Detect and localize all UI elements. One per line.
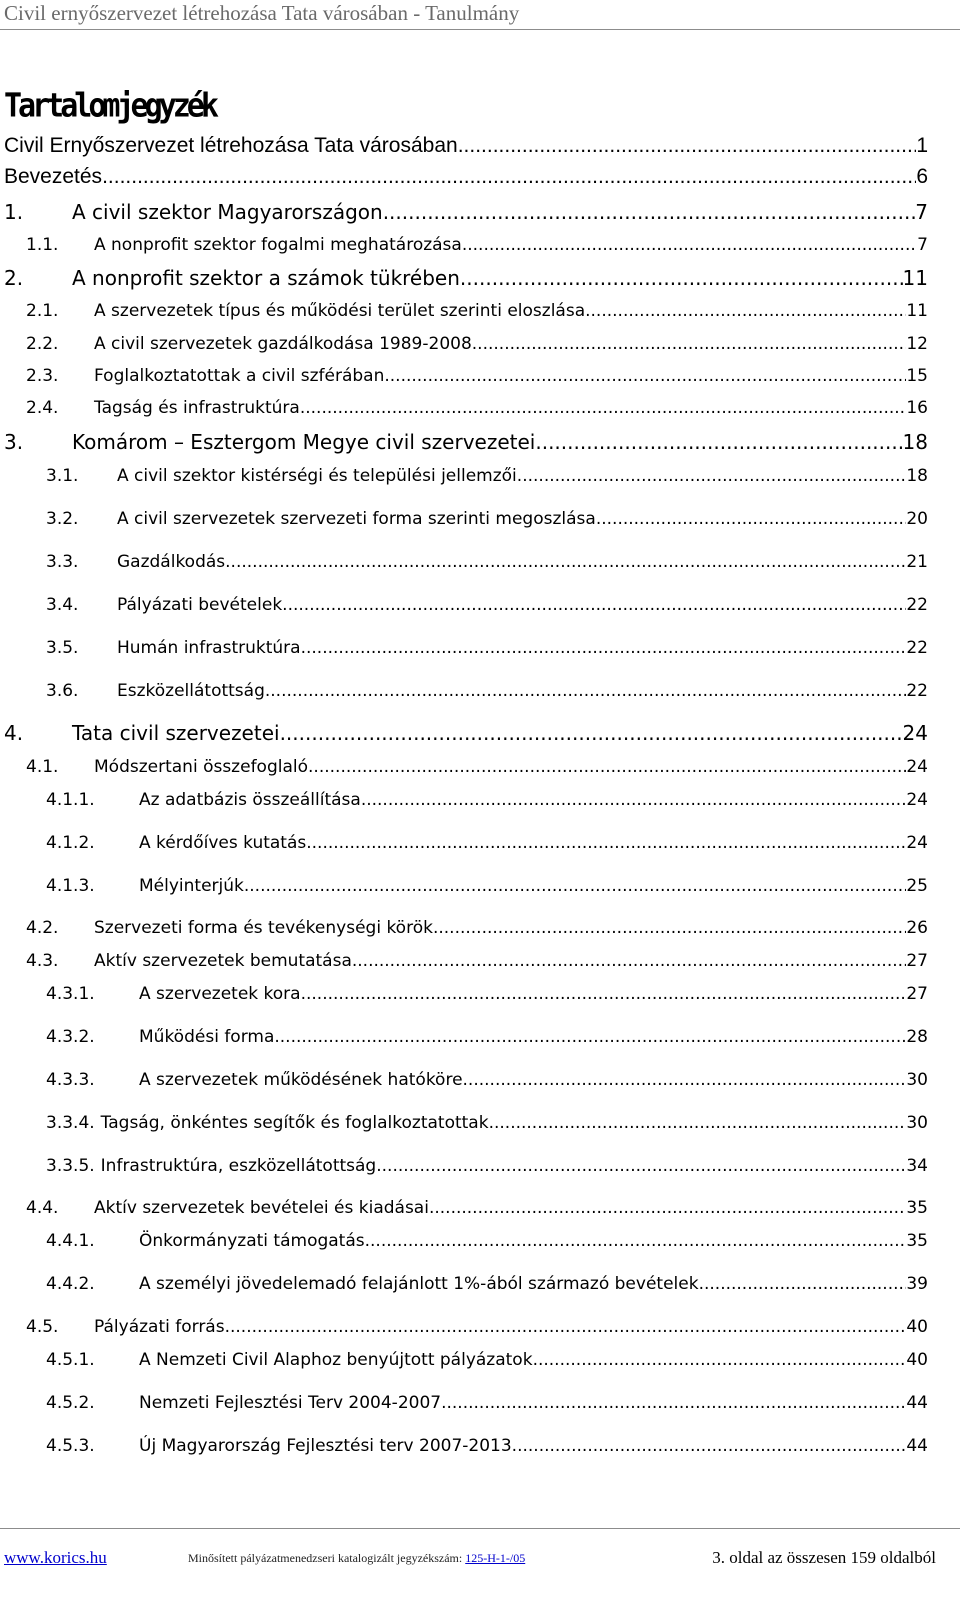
toc-dot-leader: [596, 509, 907, 529]
toc-entry-page: 35: [906, 1231, 928, 1251]
toc-entry[interactable]: [0, 134, 928, 158]
toc-entry-number: 4.4.2.: [46, 1274, 95, 1294]
toc-entry-title: Pályázati bevételek: [117, 595, 283, 615]
toc-dot-leader: [306, 833, 906, 853]
toc-entry-page: 7: [915, 200, 928, 224]
toc-entry-number: 4.5.2.: [46, 1393, 95, 1413]
toc-entry-number: 2.: [4, 266, 24, 290]
toc-entry-page: 7: [917, 235, 928, 255]
toc-dot-leader: [585, 301, 906, 321]
toc-entry[interactable]: [0, 876, 928, 896]
toc-entry-number: 4.: [4, 721, 24, 745]
toc-entry[interactable]: [0, 552, 928, 572]
toc-entry-title: Bevezetés: [4, 165, 103, 188]
toc-entry-page: 34: [906, 1156, 928, 1176]
toc-dot-leader: [463, 1070, 907, 1090]
toc-entry-number: 3.3.: [46, 552, 79, 572]
toc-entry-number: 3.3.4.: [46, 1113, 95, 1133]
toc-entry-page: 39: [906, 1274, 928, 1294]
toc-entry[interactable]: [0, 366, 928, 386]
toc-entry-title: A civil szervezetek szervezeti forma szerinti megoszlása: [117, 509, 596, 529]
footer-registry-label: Minősített pályázatmenedzseri katalogizált jegyzékszám:: [188, 1551, 466, 1565]
toc-entry[interactable]: [0, 1274, 928, 1294]
toc-entry-number: 1.1.: [26, 235, 59, 255]
toc-dot-leader: [225, 1317, 907, 1337]
toc-entry-number: 4.1.2.: [46, 833, 95, 853]
toc-entry-page: 26: [906, 918, 928, 938]
toc-entry-page: 11: [906, 301, 928, 321]
toc-dot-leader: [489, 1113, 907, 1133]
toc-entry-page: 6: [916, 165, 928, 188]
toc-dot-leader: [429, 1198, 906, 1218]
toc-entry-page: 30: [906, 1070, 928, 1090]
toc-entry-number: 3.5.: [46, 638, 79, 658]
toc-entry-page: 16: [906, 398, 928, 418]
toc-entry-number: 2.4.: [26, 398, 59, 418]
toc-dot-leader: [225, 552, 906, 572]
toc-entry-title: A nonprofit szektor a számok tükrében: [72, 266, 460, 290]
toc-entry-number: 3.6.: [46, 681, 79, 701]
toc-dot-leader: [300, 398, 907, 418]
toc-entry-page: 28: [906, 1027, 928, 1047]
toc-dot-leader: [280, 721, 903, 745]
toc-entry-page: 22: [906, 681, 928, 701]
toc-entry[interactable]: [0, 1231, 928, 1251]
toc-entry-page: 20: [906, 509, 928, 529]
toc-entry-title: A Nemzeti Civil Alaphoz benyújtott pályázatok: [139, 1350, 533, 1370]
toc-dot-leader: [301, 984, 907, 1004]
toc-entry-number: 4.1.3.: [46, 876, 95, 896]
toc-dot-leader: [384, 366, 906, 386]
toc-entry-title: A civil szektor kistérségi és települési jellemzői: [117, 466, 517, 486]
toc-entry[interactable]: [0, 790, 928, 810]
toc-dot-leader: [301, 638, 907, 658]
toc-dot-leader: [102, 165, 916, 189]
toc-entry[interactable]: [0, 1156, 928, 1176]
toc-dot-leader: [365, 1231, 907, 1251]
toc-entry[interactable]: [0, 595, 928, 615]
toc-entry-number: 2.3.: [26, 366, 59, 386]
toc-entry-number: 4.3.2.: [46, 1027, 95, 1047]
toc-entry-number: 1.: [4, 200, 24, 224]
toc-entry-number: 3.4.: [46, 595, 79, 615]
toc-entry-title: Komárom – Esztergom Megye civil szervezetei: [72, 430, 536, 454]
toc-entry-title: Tata civil szervezetei: [72, 721, 280, 745]
toc-entry[interactable]: [0, 430, 928, 454]
toc-entry-page: 24: [906, 833, 928, 853]
toc-dot-leader: [282, 595, 906, 615]
toc-entry-title: Gazdálkodás: [117, 552, 226, 572]
toc-entry[interactable]: [0, 757, 928, 777]
toc-entry-page: 40: [906, 1317, 928, 1337]
toc-dot-leader: [376, 1156, 906, 1176]
toc-entry-title: A kérdőíves kutatás: [139, 833, 307, 853]
toc-entry-number: 3.3.5.: [46, 1156, 95, 1176]
toc-entry[interactable]: [0, 984, 928, 1004]
toc-entry-title: A személyi jövedelemadó felajánlott 1%-ából származó bevételek: [139, 1274, 699, 1294]
toc-entry-page: 22: [906, 595, 928, 615]
toc-entry-title: Humán infrastruktúra: [117, 638, 301, 658]
toc-entry-title: Új Magyarország Fejlesztési terv 2007-2013: [139, 1436, 512, 1456]
toc-entry-title: Módszertani összefoglaló: [94, 757, 309, 777]
toc-entry[interactable]: [0, 334, 928, 354]
toc-entry-number: 4.3.1.: [46, 984, 95, 1004]
toc-entry[interactable]: [0, 235, 928, 255]
toc-entry[interactable]: [0, 833, 928, 853]
toc-entry-number: 3.2.: [46, 509, 79, 529]
toc-entry-page: 27: [906, 951, 928, 971]
toc-entry-title: A szervezetek típus és működési terület szerinti eloszlása: [94, 301, 586, 321]
toc-entry-page: 12: [906, 334, 928, 354]
toc-dot-leader: [244, 876, 906, 896]
toc-entry[interactable]: [0, 681, 928, 701]
toc-entry-title: Infrastruktúra, eszközellátottság: [100, 1156, 377, 1176]
toc-entry[interactable]: [0, 301, 928, 321]
toc-dot-leader: [458, 134, 917, 158]
toc-dot-leader: [274, 1027, 906, 1047]
footer-page-info: 3. oldal az összesen 159 oldalból: [712, 1548, 936, 1567]
toc-entry[interactable]: [0, 1113, 928, 1133]
toc-entry-page: 1: [916, 134, 928, 157]
toc-dot-leader: [472, 334, 907, 354]
toc-entry[interactable]: [0, 266, 928, 290]
toc-entry[interactable]: [0, 721, 928, 745]
toc-entry-title: Tagság és infrastruktúra: [94, 398, 300, 418]
toc-entry-number: 4.4.1.: [46, 1231, 95, 1251]
toc-entry-page: 27: [906, 984, 928, 1004]
toc-entry[interactable]: [0, 1436, 928, 1456]
toc-entry[interactable]: [0, 466, 928, 486]
toc-entry-number: 4.2.: [26, 918, 59, 938]
page-header: Civil ernyőszervezet létrehozása Tata városában - Tanulmány: [4, 1, 520, 25]
toc-dot-leader: [352, 951, 907, 971]
toc-entry[interactable]: [0, 1070, 928, 1090]
toc-dot-leader: [433, 918, 906, 938]
toc-entry-page: 40: [906, 1350, 928, 1370]
toc-entry-title: A civil szervezetek gazdálkodása 1989-2008: [94, 334, 472, 354]
toc-entry-page: 18: [902, 430, 928, 454]
toc-dot-leader: [265, 681, 906, 701]
toc-entry-number: 2.2.: [26, 334, 59, 354]
toc-dot-leader: [441, 1393, 906, 1413]
toc-entry[interactable]: [0, 1350, 928, 1370]
toc-dot-leader: [383, 200, 916, 224]
toc-entry-title: A nonprofit szektor fogalmi meghatározása: [94, 235, 462, 255]
toc-entry-title: Pályázati forrás: [94, 1317, 225, 1337]
toc-dot-leader: [517, 466, 907, 486]
toc-entry-number: 4.5.3.: [46, 1436, 95, 1456]
toc-dot-leader: [462, 235, 917, 255]
toc-entry-number: 4.5.: [26, 1317, 59, 1337]
toc-entry-number: 3.: [4, 430, 24, 454]
toc-dot-leader: [512, 1436, 907, 1456]
toc-entry-number: 4.3.: [26, 951, 59, 971]
toc-entry-title: Aktív szervezetek bemutatása: [94, 951, 352, 971]
toc-entry-title: Szervezeti forma és tevékenységi körök: [94, 918, 433, 938]
toc-entry[interactable]: [0, 1027, 928, 1047]
page-footer: [0, 1544, 960, 1574]
toc-dot-leader: [460, 266, 903, 290]
footer-registry-code-link[interactable]: 125-H-1-/05: [465, 1551, 526, 1565]
toc-heading: Tartalomjegyzék: [4, 87, 215, 126]
toc-entry-title: Nemzeti Fejlesztési Terv 2004-2007: [139, 1393, 442, 1413]
toc-dot-leader: [308, 757, 906, 777]
toc-entry[interactable]: [0, 1393, 928, 1413]
toc-entry-title: A szervezetek működésének hatóköre: [139, 1070, 463, 1090]
toc-entry[interactable]: [0, 1317, 928, 1337]
toc-entry[interactable]: [0, 1198, 928, 1218]
toc-entry-title: Foglalkoztatottak a civil szférában: [94, 366, 385, 386]
toc-dot-leader: [361, 790, 907, 810]
toc-entry[interactable]: [0, 200, 928, 224]
header-rule: [0, 29, 960, 30]
toc-entry-page: 24: [906, 757, 928, 777]
toc-entry-title: Mélyinterjúk: [139, 876, 244, 896]
toc-entry-number: 4.3.3.: [46, 1070, 95, 1090]
toc-entry-page: 11: [902, 266, 928, 290]
toc-entry-page: 44: [906, 1393, 928, 1413]
toc-entry-number: 4.1.: [26, 757, 59, 777]
footer-website-link[interactable]: www.korics.hu: [4, 1548, 107, 1567]
toc-entry-title: Az adatbázis összeállítása: [139, 790, 361, 810]
toc-entry-page: 44: [906, 1436, 928, 1456]
toc-entry-page: 25: [906, 876, 928, 896]
toc-entry-page: 24: [902, 721, 928, 745]
toc-entry-number: 2.1.: [26, 301, 59, 321]
toc-entry-title: Aktív szervezetek bevételei és kiadásai: [94, 1198, 429, 1218]
toc-entry-number: 4.4.: [26, 1198, 59, 1218]
toc-entry[interactable]: [0, 509, 928, 529]
toc-entry-title: Civil Ernyőszervezet létrehozása Tata városában: [4, 134, 458, 157]
toc-entry-page: 18: [906, 466, 928, 486]
footer-registry-note: [188, 1551, 525, 1566]
toc-dot-leader: [535, 430, 902, 454]
toc-entry[interactable]: [0, 398, 928, 418]
toc-entry[interactable]: [0, 918, 928, 938]
footer-rule: [0, 1528, 960, 1529]
toc-entry-title: Tagság, önkéntes segítők és foglalkoztatottak: [100, 1113, 489, 1133]
toc-entry[interactable]: [0, 638, 928, 658]
toc-entry-page: 24: [906, 790, 928, 810]
toc-entry-number: 4.5.1.: [46, 1350, 95, 1370]
toc-entry-title: Működési forma: [139, 1027, 275, 1047]
toc-entry-title: A civil szektor Magyarországon: [72, 200, 383, 224]
toc-entry-page: 35: [906, 1198, 928, 1218]
toc-dot-leader: [533, 1350, 907, 1370]
toc-entry[interactable]: [0, 165, 928, 189]
toc-entry-title: Eszközellátottság: [117, 681, 265, 701]
toc-entry[interactable]: [0, 951, 928, 971]
toc-entry-number: 3.1.: [46, 466, 79, 486]
toc-entry-title: Önkormányzati támogatás: [139, 1231, 365, 1251]
toc-entry-page: 22: [906, 638, 928, 658]
toc-entry-number: 4.1.1.: [46, 790, 95, 810]
toc-entry-title: A szervezetek kora: [139, 984, 301, 1004]
toc-entry-page: 21: [906, 552, 928, 572]
toc-dot-leader: [699, 1274, 907, 1294]
toc-entry-page: 30: [906, 1113, 928, 1133]
toc-entry-page: 15: [906, 366, 928, 386]
